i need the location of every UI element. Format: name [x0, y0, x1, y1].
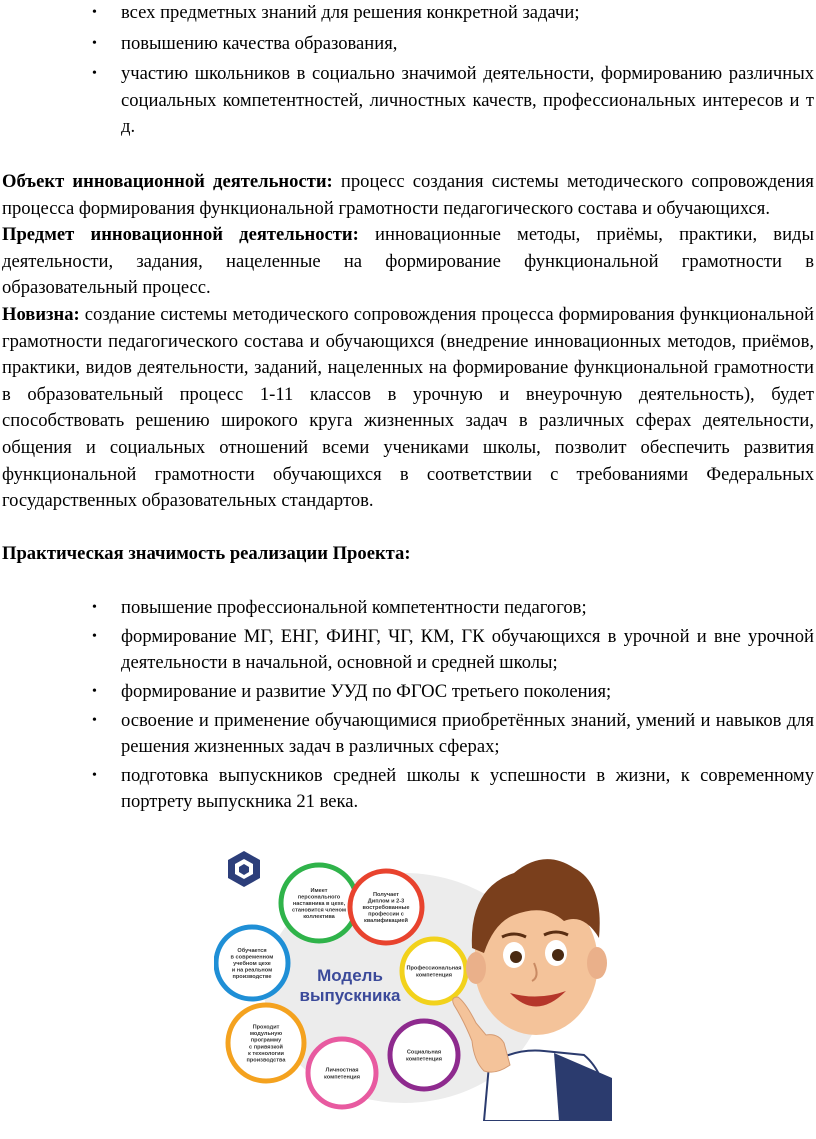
- center-title-line1: Модель: [317, 966, 383, 985]
- bubble-text: Проходит: [252, 1024, 280, 1031]
- list-item: • подготовка выпускников средней школы к успешности в жизни, к современному портрету выпускника 21 века.: [92, 764, 814, 813]
- practical-heading: Практическая значимость реализации Проекта:: [2, 542, 411, 564]
- bubble-text: компетенция: [416, 972, 452, 979]
- bubble-text: к технологии: [247, 1050, 285, 1057]
- bubble-text: становится членом: [292, 907, 346, 914]
- list-item: • всех предметных знаний для решения конкретной задачи;: [0, 0, 816, 27]
- bubble-text: Обучается: [237, 947, 267, 954]
- bullet-icon: •: [92, 628, 97, 644]
- list-item: • повышению качества образования,: [0, 31, 816, 58]
- bubble-text: в современном: [230, 954, 274, 961]
- bubble-5: [228, 1005, 304, 1081]
- bubble-text: Диплом и 2-3: [367, 898, 405, 905]
- bubble-7: [390, 1021, 458, 1089]
- bubble-text: наставника в цехе,: [292, 901, 346, 907]
- bubble-text: производства: [246, 1057, 286, 1064]
- bubble-text: и на реальном: [231, 967, 273, 974]
- subject-paragraph: Предмет инновационной деятельности: инновационные методы, приёмы, практики, виды деятельности, задания, нацеленные на формирование функциональной грамотности в образовательный процесс.: [2, 224, 814, 299]
- bubble-text: Имеет: [310, 887, 328, 894]
- bubble-text: с привязкой: [249, 1044, 283, 1051]
- bubble-text: компетенция: [324, 1074, 360, 1081]
- graduate-model-illustration: [214, 843, 612, 1121]
- top-bullet-list: [0, 0, 816, 141]
- bubble-text: производстве: [232, 974, 272, 981]
- bubble-4: [402, 939, 466, 1003]
- subject-label: Предмет инновационной деятельности:: [2, 224, 359, 246]
- bubble-text: квалификацией: [364, 918, 408, 925]
- bubble-3: [216, 927, 288, 999]
- object-label: Объект инновационной деятельности:: [2, 170, 333, 192]
- bubble-text: персонального: [297, 894, 341, 901]
- bullet-icon: •: [92, 35, 97, 51]
- list-item: • освоение и применение обучающимися приобретённых знаний, умений и навыков для решения жизненных задач в различных сферах;: [92, 709, 814, 758]
- list-item: • формирование МГ, ЕНГ, ФИНГ, ЧГ, КМ, ГК обучающихся в урочной и вне урочной деятельности в начальной, основной и средней школы;: [92, 625, 814, 674]
- bubble-text: коллектива: [303, 914, 335, 921]
- bullet-icon: •: [92, 600, 97, 616]
- bubble-text: востребованные: [362, 905, 410, 911]
- bubble-text: программу: [250, 1037, 282, 1044]
- novelty-paragraph: Новизна: создание системы методического сопровождения процесса формирования функциональной грамотности педагогического состава и обучающихся (внедрение инновационных методов, приёмов, практики, видов деятельности, заданий, нацеленных на формирование функциональной грамотности в образовательный процесс 1-11 классов в урочную и внеурочную деятельность), будет способствовать решению широкого круга жизненных задач в различных сферах деятельности, общения и социальных отношений всеми учениками школы, позволит обеспечить развития функциональной грамотности обучающихся в соответствии с требованиями Федеральных государственных образовательных стандартов.: [2, 303, 814, 512]
- bubble-text: Получает: [372, 891, 400, 898]
- bullet-icon: •: [92, 767, 97, 783]
- list-item: • формирование и развитие УУД по ФГОС третьего поколения;: [0, 679, 816, 706]
- illustration-svg: [214, 843, 612, 1121]
- bullet-icon: •: [92, 684, 97, 700]
- bubble-text: компетенция: [406, 1056, 442, 1063]
- bullet-icon: •: [92, 66, 97, 82]
- logo-icon: [228, 851, 260, 887]
- bubble-text: Социальная: [406, 1049, 442, 1056]
- bullet-icon: •: [92, 712, 97, 728]
- center-title-line2: выпускника: [299, 986, 401, 1005]
- bubble-2: [350, 871, 422, 943]
- bubble-text: профессии с: [368, 911, 404, 918]
- bubble-text: Личностная: [325, 1067, 359, 1074]
- practical-bullet-list: [0, 595, 816, 816]
- bubble-1: [281, 865, 357, 941]
- bubble-text: учебном цехе: [233, 961, 271, 967]
- bubble-text: Профессиональная: [406, 965, 462, 972]
- bullet-icon: •: [92, 5, 97, 20]
- bubble-6: [308, 1039, 376, 1107]
- novelty-label: Новизна:: [2, 303, 80, 325]
- list-item: • участию школьников в социально значимой деятельности, формированию различных социальных компетентностей, личностных качеств, профессиональных интересов и т д.: [92, 63, 814, 138]
- object-paragraph: Объект инновационной деятельности: процесс создания системы методического сопровождения процесса формирования функциональной грамотности педагогического состава и обучающихся.: [2, 170, 814, 219]
- list-item: • повышение профессиональной компетентности педагогов;: [0, 595, 816, 622]
- bubble-text: модульную: [249, 1031, 283, 1038]
